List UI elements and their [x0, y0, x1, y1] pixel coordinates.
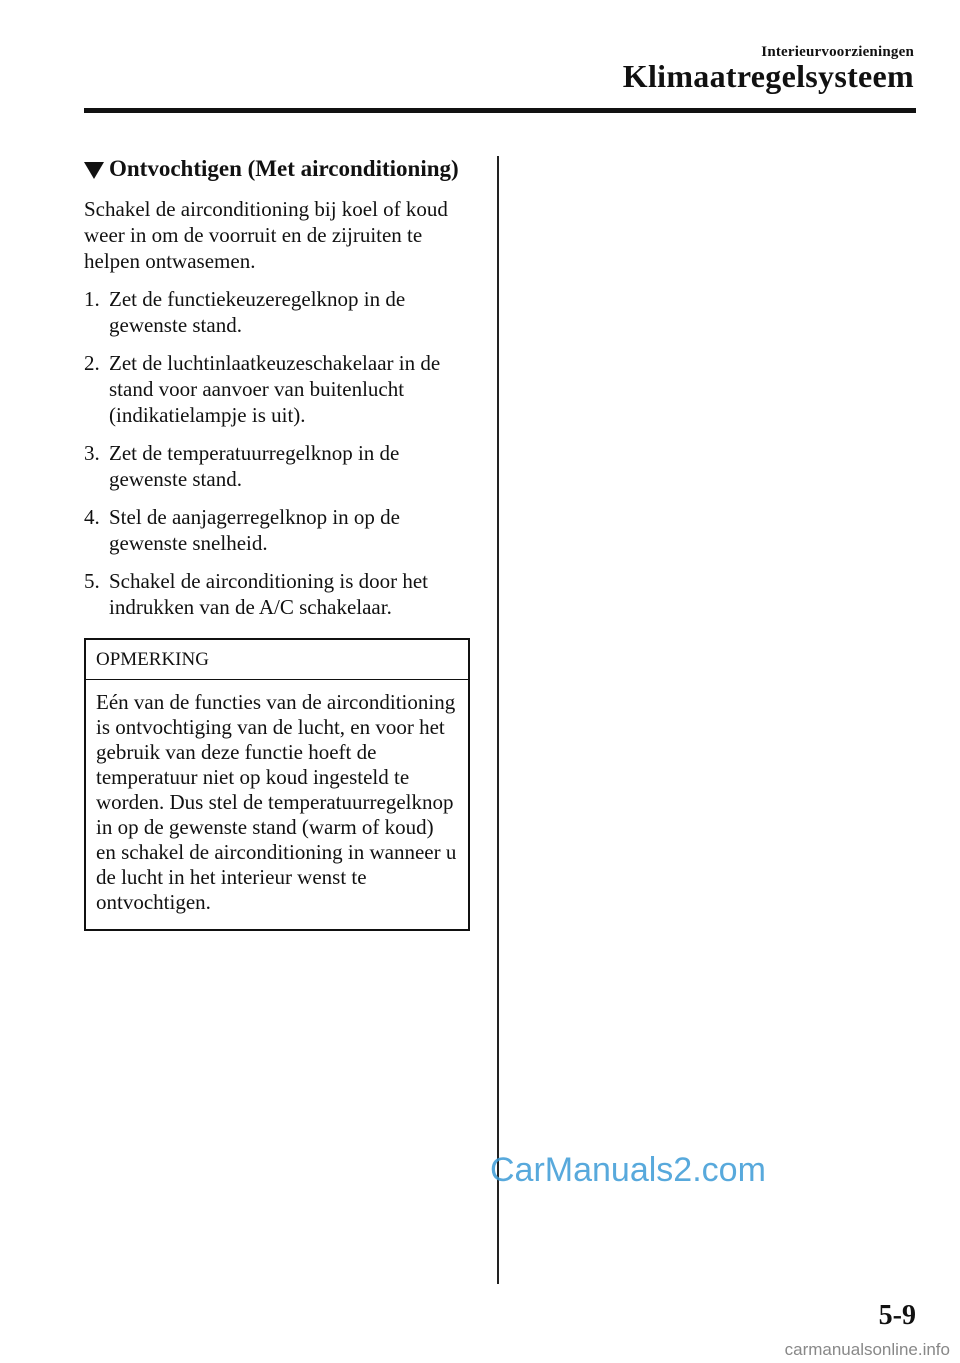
step-number: 5.	[84, 569, 100, 593]
list-item	[84, 568, 470, 620]
chapter-title: Klimaatregelsysteem	[622, 58, 914, 94]
step-number: 1.	[84, 287, 100, 311]
list-item	[84, 440, 470, 492]
header-rule	[84, 108, 916, 113]
list-item	[84, 350, 470, 428]
list-item	[84, 504, 470, 556]
footer-url[interactable]: carmanualsonline.info	[784, 1340, 950, 1359]
note-box	[84, 638, 470, 931]
list-item	[84, 286, 470, 338]
step-list	[84, 286, 470, 620]
triangle-down-icon	[84, 162, 104, 179]
column-divider	[497, 156, 499, 1284]
step-text: Zet de temperatuurregelknop in de gewenste stand.	[109, 441, 400, 491]
left-column	[84, 156, 470, 931]
step-text: Zet de luchtinlaatkeuzeschakelaar in de stand voor aanvoer van buitenlucht (indikatielampje is uit).	[109, 351, 441, 427]
step-number: 2.	[84, 351, 100, 375]
step-text: Stel de aanjagerregelknop in op de gewenste snelheid.	[109, 505, 400, 555]
step-number: 3.	[84, 441, 100, 465]
section-title: Interieurvoorzieningen	[761, 44, 914, 60]
section-heading	[84, 156, 470, 182]
note-text: Eén van de functies van de airconditioning is ontvochtiging van de lucht, en voor het gebruik van deze functie hoeft de temperatuur niet op koud ingesteld te worden. Dus stel de temperatuurregelknop in op de gewenste stand (warm of koud) en schakel de airconditioning in wanneer u de lucht in het interieur wenst te ontvochtigen.	[96, 690, 457, 914]
step-number: 4.	[84, 505, 100, 529]
page-number: 5-9	[878, 1300, 916, 1331]
watermark: CarManuals2.com	[490, 1151, 766, 1189]
intro-paragraph: Schakel de airconditioning bij koel of koud weer in om de voorruit en de zijruiten te helpen ontwasemen.	[84, 197, 448, 273]
section-heading-text: Ontvochtigen (Met airconditioning)	[109, 156, 459, 181]
note-title: OPMERKING	[86, 640, 468, 680]
step-text: Schakel de airconditioning is door het indrukken van de A/C schakelaar.	[109, 569, 429, 619]
step-text: Zet de functiekeuzeregelknop in de gewenste stand.	[109, 287, 406, 337]
